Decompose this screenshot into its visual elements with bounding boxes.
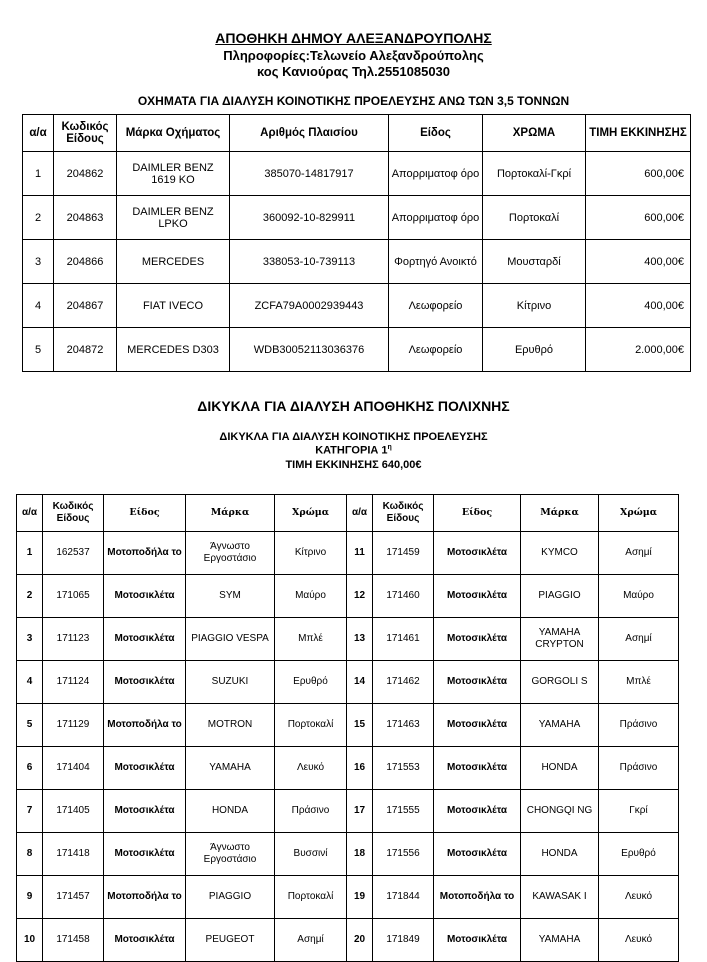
table-cell: 11 — [347, 532, 373, 575]
column-header: ΧΡΩΜΑ — [483, 115, 586, 152]
table-cell: 204867 — [54, 284, 117, 328]
table-row — [17, 790, 679, 833]
table-cell: Μαύρο — [275, 575, 347, 618]
table-cell: 171462 — [373, 661, 434, 704]
info-line: Πληροφορίες:Τελωνείο Αλεξανδρούπολης — [223, 48, 484, 63]
table-cell: ZCFA79A0002939443 — [230, 284, 389, 328]
column-header: α/α — [17, 495, 43, 532]
column-header: Μάρκα — [186, 495, 275, 532]
table-cell: Μοτοσικλέτα — [434, 747, 521, 790]
table-cell: Βυσσινί — [275, 833, 347, 876]
table-cell: Άγνωστο Εργοστάσιο — [186, 833, 275, 876]
table-row — [23, 328, 691, 372]
column-header: Μάρκα — [521, 495, 599, 532]
table-cell: CHONGQI NG — [521, 790, 599, 833]
table-cell: 2 — [23, 196, 54, 240]
column-header: Είδος — [434, 495, 521, 532]
table-cell: Μοτοσικλέτα — [104, 790, 186, 833]
table-cell: 162537 — [43, 532, 104, 575]
table-cell: Μοτοσικλέτα — [434, 618, 521, 661]
column-header: α/α — [23, 115, 54, 152]
table-cell: 171418 — [43, 833, 104, 876]
table-cell: Λεωφορείο — [389, 284, 483, 328]
table-cell: 15 — [347, 704, 373, 747]
table-cell: 204872 — [54, 328, 117, 372]
table-cell: DAIMLER BENZ 1619 KO — [117, 152, 230, 196]
table-cell: 1 — [17, 532, 43, 575]
column-header: Είδος — [104, 495, 186, 532]
table-cell: 171553 — [373, 747, 434, 790]
table-cell: Πορτοκαλί-Γκρί — [483, 152, 586, 196]
section2-subtitle: ΔΙΚΥΚΛΑ ΓΙΑ ΔΙΑΛΥΣΗ ΚΟΙΝΟΤΙΚΗΣ ΠΡΟΕΛΕΥΣΗΣ — [219, 431, 488, 443]
section2-title: ΔΙΚΥΚΛΑ ΓΙΑ ΔΙΑΛΥΣΗ ΑΠΟΘΗΚΗΣ ΠΟΛΙΧΝΗΣ — [197, 398, 510, 414]
table-cell: Πορτοκαλί — [483, 196, 586, 240]
table-cell: Λευκό — [599, 919, 679, 962]
column-header: Αριθμός Πλαισίου — [230, 115, 389, 152]
table-cell: Μοτοσικλέτα — [104, 661, 186, 704]
table-cell: Μοτοσικλέτα — [104, 747, 186, 790]
table-cell: GORGOLI S — [521, 661, 599, 704]
table-cell: HONDA — [521, 833, 599, 876]
table-cell: 171404 — [43, 747, 104, 790]
table-cell: 171461 — [373, 618, 434, 661]
table-cell: Μοτοσικλέτα — [104, 575, 186, 618]
table-cell: 171123 — [43, 618, 104, 661]
table-row — [23, 240, 691, 284]
table-cell: 6 — [17, 747, 43, 790]
column-header: Χρώμα — [275, 495, 347, 532]
table-cell: 360092-10-829911 — [230, 196, 389, 240]
trucks-table-body — [23, 152, 691, 372]
column-header: Κωδικός Είδους — [43, 495, 104, 532]
table-cell: 19 — [347, 876, 373, 919]
column-header: Χρώμα — [599, 495, 679, 532]
table-cell: 171849 — [373, 919, 434, 962]
table-cell: 204862 — [54, 152, 117, 196]
table-cell: 12 — [347, 575, 373, 618]
table-cell: Μπλέ — [599, 661, 679, 704]
table-cell: 14 — [347, 661, 373, 704]
table-cell: DAIMLER BENZ LPKO — [117, 196, 230, 240]
table-cell: Απορριματοφ όρο — [389, 196, 483, 240]
table-row — [17, 747, 679, 790]
trucks-table — [22, 114, 691, 372]
table-cell: Κίτρινο — [275, 532, 347, 575]
table-row — [23, 196, 691, 240]
column-header: Είδος — [389, 115, 483, 152]
table-cell: 10 — [17, 919, 43, 962]
table-cell: Μουσταρδί — [483, 240, 586, 284]
table-cell: Μοτοσικλέτα — [434, 833, 521, 876]
table-cell: 400,00€ — [586, 284, 691, 328]
table-cell: 338053-10-739113 — [230, 240, 389, 284]
table-cell: 3 — [23, 240, 54, 284]
table-cell: 171457 — [43, 876, 104, 919]
motorcycles-table-header — [17, 495, 679, 532]
table-cell: 171463 — [373, 704, 434, 747]
table-cell: 9 — [17, 876, 43, 919]
table-cell: 204866 — [54, 240, 117, 284]
table-cell: 5 — [23, 328, 54, 372]
column-header: ΤΙΜΗ ΕΚΚΙΝΗΣΗΣ — [586, 115, 691, 152]
table-row — [17, 575, 679, 618]
table-cell: PIAGGIO — [186, 876, 275, 919]
table-cell: Ερυθρό — [275, 661, 347, 704]
trucks-table-header — [23, 115, 691, 152]
table-cell: Μοτοσικλέτα — [104, 618, 186, 661]
table-cell: 600,00€ — [586, 152, 691, 196]
table-cell: WDB30052113036376 — [230, 328, 389, 372]
table-cell: 171405 — [43, 790, 104, 833]
table-cell: Πράσινο — [599, 747, 679, 790]
table-cell: 2.000,00€ — [586, 328, 691, 372]
table-row — [23, 152, 691, 196]
table-cell: MERCEDES — [117, 240, 230, 284]
starting-price: ΤΙΜΗ ΕΚΚΙΝΗΣΗΣ 640,00€ — [285, 459, 422, 471]
table-cell: PIAGGIO VESPA — [186, 618, 275, 661]
table-cell: Μοτοσικλέτα — [434, 704, 521, 747]
table-cell: 7 — [17, 790, 43, 833]
table-cell: 13 — [347, 618, 373, 661]
column-header: Κωδικός Είδους — [373, 495, 434, 532]
table-cell: 171844 — [373, 876, 434, 919]
table-cell: 171065 — [43, 575, 104, 618]
table-cell: Ερυθρό — [483, 328, 586, 372]
table-row — [17, 618, 679, 661]
table-cell: Ερυθρό — [599, 833, 679, 876]
table-row — [17, 833, 679, 876]
table-cell: KAWASAK I — [521, 876, 599, 919]
table-cell: YAMAHA — [521, 704, 599, 747]
table-cell: PIAGGIO — [521, 575, 599, 618]
table-cell: 171129 — [43, 704, 104, 747]
table-row — [17, 704, 679, 747]
category-line — [0, 444, 707, 457]
table-cell: Πράσινο — [599, 704, 679, 747]
table-cell: 171124 — [43, 661, 104, 704]
table-cell: Φορτηγό Ανοικτό — [389, 240, 483, 284]
table-cell: Πράσινο — [275, 790, 347, 833]
table-row — [17, 532, 679, 575]
table-cell: Μοτοσικλέτα — [104, 833, 186, 876]
table-cell: Μοτοσικλέτα — [434, 661, 521, 704]
table-cell: HONDA — [521, 747, 599, 790]
table-cell: KYMCO — [521, 532, 599, 575]
column-header: Μάρκα Οχήματος — [117, 115, 230, 152]
table-cell: 171458 — [43, 919, 104, 962]
table-row — [17, 661, 679, 704]
motorcycles-table-body — [17, 532, 679, 962]
table-cell: Ασημί — [599, 618, 679, 661]
table-cell: YAMAHA — [186, 747, 275, 790]
table-cell: 171459 — [373, 532, 434, 575]
table-cell: Πορτοκαλί — [275, 704, 347, 747]
table-row — [17, 919, 679, 962]
table-cell: 4 — [23, 284, 54, 328]
table-row — [23, 284, 691, 328]
table-cell: Μπλέ — [275, 618, 347, 661]
table-row — [17, 876, 679, 919]
table-cell: 171556 — [373, 833, 434, 876]
table-cell: 16 — [347, 747, 373, 790]
table-cell: Γκρί — [599, 790, 679, 833]
table-cell: 5 — [17, 704, 43, 747]
category-text: ΚΑΤΗΓΟΡΙΑ 1 — [315, 444, 388, 457]
table-cell: Μοτοσικλέτα — [104, 919, 186, 962]
table-cell: YAMAHA CRYPTON — [521, 618, 599, 661]
table-cell: YAMAHA — [521, 919, 599, 962]
section1-title: ΟΧΗΜΑΤΑ ΓΙΑ ΔΙΑΛΥΣΗ ΚΟΙΝΟΤΙΚΗΣ ΠΡΟΕΛΕΥΣΗΣ ΑΝΩ ΤΩΝ 3,5 ΤΟΝΝΩΝ — [137, 94, 570, 108]
table-cell: PEUGEOT — [186, 919, 275, 962]
table-cell: MOTRON — [186, 704, 275, 747]
table-cell: 171555 — [373, 790, 434, 833]
table-cell: Απορριματοφ όρο — [389, 152, 483, 196]
motorcycles-table — [16, 494, 679, 962]
table-cell: Ασημί — [599, 532, 679, 575]
table-cell: FIAT IVECO — [117, 284, 230, 328]
table-cell: 17 — [347, 790, 373, 833]
table-cell: 18 — [347, 833, 373, 876]
table-cell: Άγνωστο Εργοστάσιο — [186, 532, 275, 575]
table-cell: Μοτοσικλέτα — [434, 790, 521, 833]
table-cell: 1 — [23, 152, 54, 196]
table-cell: Πορτοκαλί — [275, 876, 347, 919]
table-cell: 400,00€ — [586, 240, 691, 284]
table-cell: Μοτοσικλέτα — [434, 532, 521, 575]
table-cell: Ασημί — [275, 919, 347, 962]
contact-line: κος Κανιούρας Τηλ.2551085030 — [256, 64, 451, 79]
table-cell: HONDA — [186, 790, 275, 833]
table-cell: Μοτοσικλέτα — [434, 919, 521, 962]
table-cell: Μοτοποδήλα το — [104, 532, 186, 575]
column-header: Κωδικός Είδους — [54, 115, 117, 152]
table-cell: Λευκό — [599, 876, 679, 919]
table-cell: Μοτοσικλέτα — [434, 575, 521, 618]
table-cell: 4 — [17, 661, 43, 704]
table-cell: Μοτοποδήλα το — [104, 876, 186, 919]
table-cell: 600,00€ — [586, 196, 691, 240]
table-cell: MERCEDES D303 — [117, 328, 230, 372]
table-cell: 3 — [17, 618, 43, 661]
table-cell: Λεωφορείο — [389, 328, 483, 372]
table-cell: Μοτοποδήλα το — [434, 876, 521, 919]
table-cell: Λευκό — [275, 747, 347, 790]
column-header: α/α — [347, 495, 373, 532]
document-title: ΑΠΟΘΗΚΗ ΔΗΜΟΥ ΑΛΕΞΑΝΔΡΟΥΠΟΛΗΣ — [215, 30, 492, 46]
category-superscript: η — [387, 444, 392, 451]
table-cell: Κίτρινο — [483, 284, 586, 328]
table-cell: Μαύρο — [599, 575, 679, 618]
table-cell: SUZUKI — [186, 661, 275, 704]
table-cell: Μοτοποδήλα το — [104, 704, 186, 747]
table-cell: 2 — [17, 575, 43, 618]
table-cell: SYM — [186, 575, 275, 618]
table-cell: 385070-14817917 — [230, 152, 389, 196]
table-cell: 204863 — [54, 196, 117, 240]
table-cell: 8 — [17, 833, 43, 876]
table-cell: 171460 — [373, 575, 434, 618]
table-cell: 20 — [347, 919, 373, 962]
